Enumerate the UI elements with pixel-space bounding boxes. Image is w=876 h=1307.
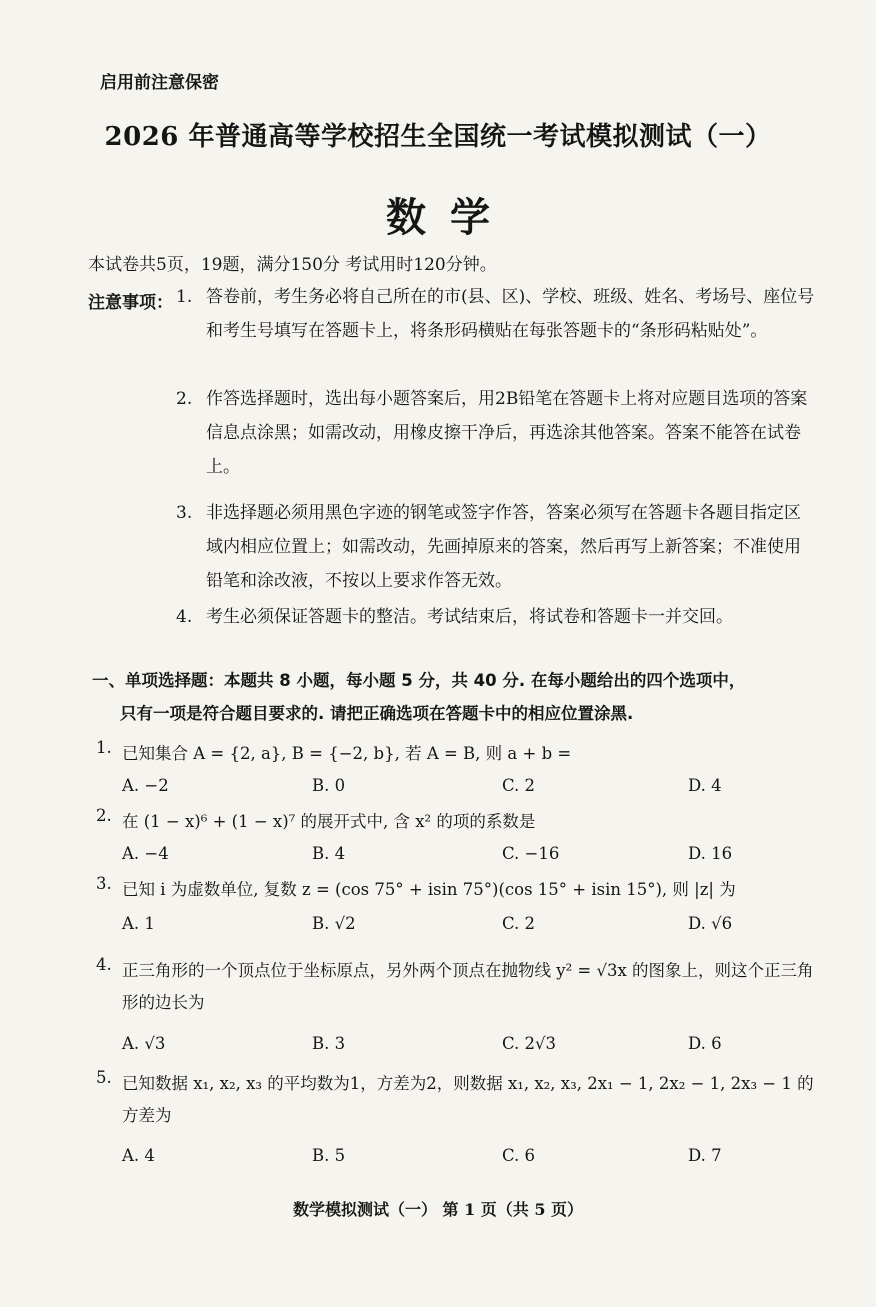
notice-item-1 <box>176 280 816 348</box>
question-4 <box>96 955 816 1019</box>
question-text: 已知 i 为虚数单位, 复数 z = (cos 75° + isin 75°)(cos 15° + isin 15°), 则 |z| 为 <box>122 880 736 899</box>
option-a[interactable]: A. 4 <box>122 1146 155 1165</box>
question-1 <box>96 738 816 770</box>
page-footer: 数学模拟测试（一） 第 1 页（共 5 页） <box>292 1200 584 1219</box>
section-heading <box>92 664 812 730</box>
notice-item-3 <box>176 496 816 598</box>
option-c[interactable]: C. 2√3 <box>502 1034 557 1053</box>
notice-item-4 <box>176 600 816 634</box>
option-b[interactable]: B. 4 <box>312 844 346 863</box>
option-c[interactable]: C. 2 <box>502 914 536 933</box>
question-text: 已知数据 x₁, x₂, x₃ 的平均数为1，方差为2，则数据 x₁, x₂, x₃, 2x₁ − 1, 2x₂ − 1, 2x₃ − 1 的方差为 <box>122 1074 814 1125</box>
option-d[interactable]: D. 4 <box>688 776 722 795</box>
option-b[interactable]: B. √2 <box>312 914 356 933</box>
notice-item-number: 3. <box>176 503 193 523</box>
section-heading-line-1: 一、单项选择题：本题共 8 小题，每小题 5 分，共 40 分. 在每小题给出的四个选项中， <box>92 671 746 690</box>
question-1-options <box>122 776 822 804</box>
option-b[interactable]: B. 3 <box>312 1034 346 1053</box>
question-2 <box>96 806 816 838</box>
question-3-options <box>122 914 822 942</box>
subject-title: 数学 <box>386 194 514 241</box>
question-text: 在 (1 − x)⁶ + (1 − x)⁷ 的展开式中, 含 x² 的项的系数是 <box>122 812 536 831</box>
notice-label: 注意事项： <box>88 293 173 313</box>
option-c[interactable]: C. 2 <box>502 776 536 795</box>
option-b[interactable]: B. 5 <box>312 1146 346 1165</box>
option-a[interactable]: A. √3 <box>122 1034 166 1053</box>
question-4-options <box>122 1034 822 1062</box>
notice-item-number: 1. <box>176 287 193 307</box>
option-c[interactable]: C. −16 <box>502 844 560 863</box>
notice-item-number: 4. <box>176 607 193 627</box>
notice-item-text: 答卷前，考生务必将自己所在的市(县、区)、学校、班级、姓名、考场号、座位号和考生号填写在答题卡上，将条形码横贴在每张答题卡的“条形码粘贴处”。 <box>206 287 815 341</box>
notice-item-2 <box>176 382 816 484</box>
question-5-options <box>122 1146 822 1174</box>
question-number: 3. <box>96 874 112 893</box>
confidential-label: 启用前注意保密 <box>100 73 219 93</box>
option-b[interactable]: B. 0 <box>312 776 346 795</box>
question-number: 4. <box>96 955 112 974</box>
question-number: 1. <box>96 738 112 757</box>
question-number: 5. <box>96 1068 112 1087</box>
exam-info: 本试卷共5页，19题，满分150分 考试用时120分钟。 <box>88 255 497 275</box>
notice-item-number: 2. <box>176 389 193 409</box>
option-a[interactable]: A. 1 <box>122 914 155 933</box>
option-c[interactable]: C. 6 <box>502 1146 536 1165</box>
section-heading-line-2: 只有一项是符合题目要求的. 请把正确选项在答题卡中的相应位置涂黑. <box>120 704 634 723</box>
question-5 <box>96 1068 816 1132</box>
question-text: 正三角形的一个顶点位于坐标原点，另外两个顶点在抛物线 y² = √3x 的图象上，则这个正三角形的边长为 <box>122 961 814 1012</box>
option-d[interactable]: D. √6 <box>688 914 733 933</box>
notice-item-text: 作答选择题时，选出每小题答案后，用2B铅笔在答题卡上将对应题目选项的答案信息点涂黑；如需改动，用橡皮擦干净后，再选涂其他答案。答案不能答在试卷上。 <box>206 389 808 477</box>
notice-item-text: 非选择题必须用黑色字迹的钢笔或签字作答，答案必须写在答题卡各题目指定区域内相应位置上；如需改动，先画掉原来的答案，然后再写上新答案；不准使用铅笔和涂改液，不按以上要求作答无效。 <box>206 503 801 591</box>
option-d[interactable]: D. 16 <box>688 844 733 863</box>
option-a[interactable]: A. −4 <box>122 844 169 863</box>
question-text: 已知集合 A = {2, a}, B = {−2, b}, 若 A = B, 则 a + b = <box>122 744 572 763</box>
question-2-options <box>122 844 822 872</box>
exam-title: 2026 年普通高等学校招生全国统一考试模拟测试（一） <box>104 122 772 152</box>
notice-item-text: 考生必须保证答题卡的整洁。考试结束后，将试卷和答题卡一并交回。 <box>206 607 733 627</box>
option-d[interactable]: D. 7 <box>688 1146 722 1165</box>
option-d[interactable]: D. 6 <box>688 1034 722 1053</box>
question-3 <box>96 874 816 906</box>
option-a[interactable]: A. −2 <box>122 776 169 795</box>
question-number: 2. <box>96 806 112 825</box>
